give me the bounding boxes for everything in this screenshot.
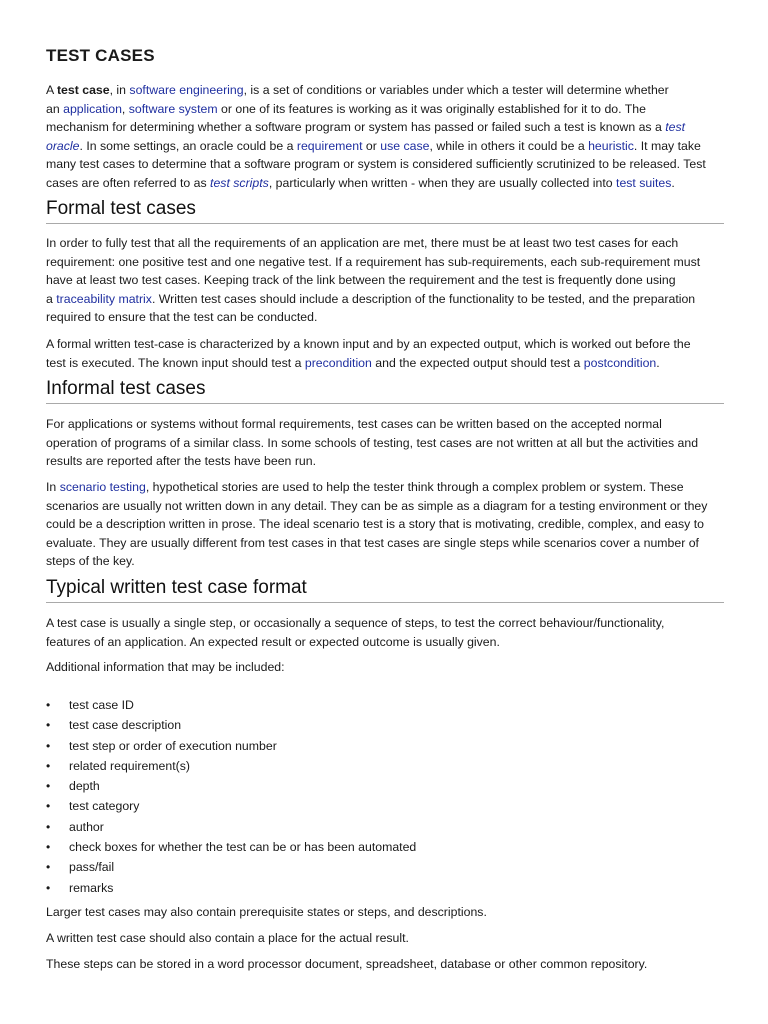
list-item: • remarks [46, 878, 416, 898]
informal-paragraph-2 [46, 478, 726, 571]
text-line: mechanism for determining whether a software program or system has passed or failed such a test is known as a test [46, 120, 686, 135]
text-line: In scenario testing, hypothetical stories are used to help the tester think through a complex problem or system. These [46, 480, 684, 494]
intro-paragraph [46, 81, 726, 193]
page-title: TEST CASES [46, 46, 155, 65]
text-line: a traceability matrix. Written test cases should include a description of the functionality to be tested, and the preparation [46, 291, 696, 306]
text-line: A test case, in software engineering, is a set of conditions or variables under which a tester will determine whether [46, 83, 669, 97]
typical-paragraph-2: Additional information that may be included: [46, 660, 285, 674]
heading-formal-test-cases: Formal test cases [46, 197, 724, 224]
text-line: scenarios are usually not written down in any detail. They can be as simple as a diagram for a testing environment or they [46, 498, 708, 513]
link-test-scripts[interactable]: test scripts [210, 175, 269, 190]
heading-informal-test-cases: Informal test cases [46, 377, 724, 404]
typical-paragraph-1 [46, 614, 726, 651]
text-line: test is executed. The known input should test a precondition and the expected output should test a postcondition. [46, 355, 660, 370]
heading-typical-format: Typical written test case format [46, 576, 724, 603]
typical-paragraph-4: A written test case should also contain a place for the actual result. [46, 931, 409, 945]
link-scenario-testing[interactable]: scenario testing [59, 480, 146, 494]
list-item: • test case ID [46, 695, 416, 715]
list-item: • check boxes for whether the test can be or has been automated [46, 837, 416, 857]
link-oracle[interactable]: oracle [46, 138, 80, 153]
link-heuristic[interactable]: heuristic [588, 138, 634, 153]
link-precondition[interactable]: precondition [304, 355, 372, 370]
text-line: features of an application. An expected result or expected outcome is usually given. [46, 634, 500, 649]
typical-paragraph-3: Larger test cases may also contain prerequisite states or steps, and descriptions. [46, 905, 487, 919]
list-item: • test category [46, 796, 416, 816]
informal-paragraph-1 [46, 415, 726, 471]
text-line: steps of the key. [46, 554, 135, 569]
text-line: In order to fully test that all the requirements of an application are met, there must be at least two test cases for each [46, 236, 679, 250]
text-line: requirement: one positive test and one negative test. If a requirement has sub-requirements, each sub-requirement must [46, 254, 701, 269]
link-requirement[interactable]: requirement [296, 138, 363, 153]
text-line: For applications or systems without formal requirements, test cases can be written based on the accepted normal [46, 417, 662, 431]
link-application[interactable]: application [63, 101, 122, 116]
text-line: results are reported after the tests have been run. [46, 454, 317, 469]
text-line: A formal written test-case is characterized by a known input and by an expected output, which is worked out before the [46, 337, 691, 351]
link-postcondition[interactable]: postcondition [583, 355, 657, 370]
list-item: • author [46, 817, 416, 837]
link-test[interactable]: test [665, 120, 686, 135]
additional-info-list [46, 695, 416, 898]
list-item: • pass/fail [46, 857, 416, 877]
text-line: evaluate. They are usually different from test cases in that test cases are single steps while scenarios cover a number of [46, 535, 699, 550]
link-use-case[interactable]: use case [380, 138, 430, 153]
link-software-system[interactable]: software system [128, 101, 218, 116]
link-traceability-matrix[interactable]: traceability matrix [56, 291, 152, 306]
list-item: • depth [46, 776, 416, 796]
text-line: have at least two test cases. Keeping track of the link between the requirement and the test is frequently done using [46, 273, 676, 288]
text-line: could be a description written in prose. The ideal scenario test is a story that is motivating, credible, complex, and easy to [46, 517, 704, 532]
text-line: oracle. In some settings, an oracle could be a requirement or use case, while in others it could be a heuristic. It may take [46, 138, 701, 153]
formal-paragraph-2 [46, 335, 726, 372]
text-line: required to ensure that the test can be conducted. [46, 310, 318, 325]
text-line: A test case is usually a single step, or occasionally a sequence of steps, to test the correct behaviour/functionality, [46, 616, 665, 630]
text-line: cases are often referred to as test scripts, particularly when written - when they are usually collected into test suites. [46, 175, 675, 190]
text-line: many test cases to determine that a software program or system is considered sufficiently scrutinized to be released. Test [46, 157, 706, 172]
formal-paragraph-1 [46, 234, 726, 327]
link-software-engineering[interactable]: software engineering [129, 83, 244, 97]
typical-paragraph-5: These steps can be stored in a word processor document, spreadsheet, database or other common repository. [46, 957, 648, 971]
list-item: • test case description [46, 715, 416, 735]
list-item: • test step or order of execution number [46, 736, 416, 756]
bold-term: test case [56, 83, 110, 97]
link-test-suites[interactable]: test suites [616, 175, 672, 190]
text-line: operation of programs of a similar class. In some schools of testing, test cases are not written at all but the activities and [46, 435, 699, 450]
list-item: • related requirement(s) [46, 756, 416, 776]
text-line: an application, software system or one of its features is working as it was originally established for it to do. The [46, 101, 646, 116]
